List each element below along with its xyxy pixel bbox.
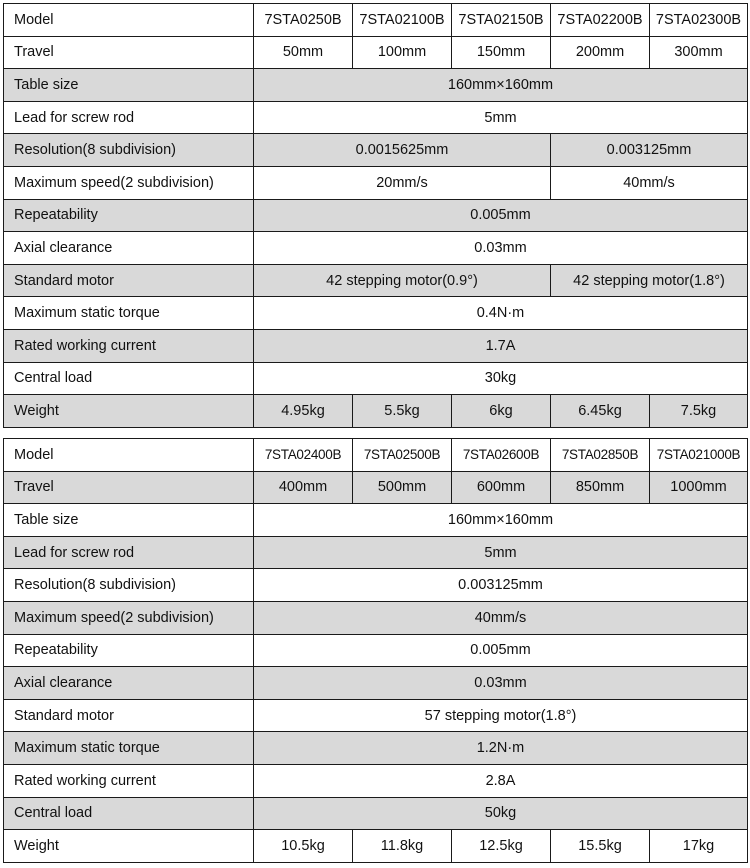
row-travel — [4, 471, 748, 504]
value-cell: 1000mm — [650, 471, 748, 504]
row-label: Lead for screw rod — [4, 536, 254, 569]
value-cell: 6.45kg — [551, 395, 650, 428]
model-cell: 7STA02400B — [254, 439, 353, 472]
value-cell: 42 stepping motor(1.8°) — [551, 264, 748, 297]
value-cell: 5mm — [254, 101, 748, 134]
value-cell: 40mm/s — [254, 601, 748, 634]
value-cell: 2.8A — [254, 764, 748, 797]
row-central-load — [4, 797, 748, 830]
value-cell: 42 stepping motor(0.9°) — [254, 264, 551, 297]
row-resolution — [4, 569, 748, 602]
row-label: Table size — [4, 504, 254, 537]
value-cell: 0.005mm — [254, 634, 748, 667]
row-max-speed — [4, 166, 748, 199]
row-travel — [4, 36, 748, 69]
model-cell: 7STA021000B — [650, 439, 748, 472]
row-label: Maximum static torque — [4, 297, 254, 330]
value-cell: 0.03mm — [254, 667, 748, 700]
row-repeatability — [4, 199, 748, 232]
model-cell: 7STA02850B — [551, 439, 650, 472]
row-label: Maximum speed(2 subdivision) — [4, 166, 254, 199]
value-cell: 6kg — [452, 395, 551, 428]
value-cell: 7.5kg — [650, 395, 748, 428]
spec-table-1 — [3, 3, 748, 428]
model-cell: 7STA02500B — [353, 439, 452, 472]
row-lead — [4, 101, 748, 134]
row-static-torque — [4, 732, 748, 765]
row-label: Central load — [4, 362, 254, 395]
value-cell: 0.0015625mm — [254, 134, 551, 167]
value-cell: 50kg — [254, 797, 748, 830]
model-cell: 7STA02200B — [551, 4, 650, 37]
spec-table-2 — [3, 438, 748, 863]
value-cell: 0.4N·m — [254, 297, 748, 330]
row-table-size — [4, 69, 748, 102]
value-cell: 600mm — [452, 471, 551, 504]
row-axial-clearance — [4, 667, 748, 700]
value-cell: 11.8kg — [353, 830, 452, 863]
row-label: Axial clearance — [4, 232, 254, 265]
row-label: Standard motor — [4, 699, 254, 732]
row-label: Resolution(8 subdivision) — [4, 569, 254, 602]
model-cell: 7STA02100B — [353, 4, 452, 37]
value-cell: 160mm×160mm — [254, 504, 748, 537]
row-label: Table size — [4, 69, 254, 102]
row-label: Travel — [4, 36, 254, 69]
row-label: Repeatability — [4, 199, 254, 232]
value-cell: 160mm×160mm — [254, 69, 748, 102]
value-cell: 17kg — [650, 830, 748, 863]
row-label: Lead for screw rod — [4, 101, 254, 134]
value-cell: 0.005mm — [254, 199, 748, 232]
row-label: Maximum speed(2 subdivision) — [4, 601, 254, 634]
row-label: Weight — [4, 830, 254, 863]
value-cell: 10.5kg — [254, 830, 353, 863]
value-cell: 150mm — [452, 36, 551, 69]
row-label: Model — [4, 439, 254, 472]
value-cell: 0.03mm — [254, 232, 748, 265]
value-cell: 0.003125mm — [254, 569, 748, 602]
model-cell: 7STA02300B — [650, 4, 748, 37]
row-label: Central load — [4, 797, 254, 830]
model-cell: 7STA02600B — [452, 439, 551, 472]
row-rated-current — [4, 329, 748, 362]
value-cell: 5mm — [254, 536, 748, 569]
row-label: Standard motor — [4, 264, 254, 297]
row-standard-motor — [4, 699, 748, 732]
row-label: Model — [4, 4, 254, 37]
value-cell: 20mm/s — [254, 166, 551, 199]
value-cell: 40mm/s — [551, 166, 748, 199]
row-label: Weight — [4, 395, 254, 428]
row-lead — [4, 536, 748, 569]
value-cell: 1.7A — [254, 329, 748, 362]
row-label: Axial clearance — [4, 667, 254, 700]
row-standard-motor — [4, 264, 748, 297]
model-cell: 7STA02150B — [452, 4, 551, 37]
value-cell: 850mm — [551, 471, 650, 504]
row-axial-clearance — [4, 232, 748, 265]
row-max-speed — [4, 601, 748, 634]
value-cell: 4.95kg — [254, 395, 353, 428]
model-cell: 7STA0250B — [254, 4, 353, 37]
row-static-torque — [4, 297, 748, 330]
row-label: Rated working current — [4, 764, 254, 797]
value-cell: 400mm — [254, 471, 353, 504]
row-table-size — [4, 504, 748, 537]
value-cell: 0.003125mm — [551, 134, 748, 167]
row-label: Repeatability — [4, 634, 254, 667]
value-cell: 100mm — [353, 36, 452, 69]
row-central-load — [4, 362, 748, 395]
value-cell: 5.5kg — [353, 395, 452, 428]
value-cell: 300mm — [650, 36, 748, 69]
row-model — [4, 4, 748, 37]
row-weight — [4, 395, 748, 428]
value-cell: 500mm — [353, 471, 452, 504]
value-cell: 30kg — [254, 362, 748, 395]
value-cell: 12.5kg — [452, 830, 551, 863]
row-label: Rated working current — [4, 329, 254, 362]
value-cell: 50mm — [254, 36, 353, 69]
row-rated-current — [4, 764, 748, 797]
row-repeatability — [4, 634, 748, 667]
row-label: Maximum static torque — [4, 732, 254, 765]
value-cell: 15.5kg — [551, 830, 650, 863]
row-weight — [4, 830, 748, 863]
row-resolution — [4, 134, 748, 167]
value-cell: 57 stepping motor(1.8°) — [254, 699, 748, 732]
row-label: Travel — [4, 471, 254, 504]
row-model — [4, 439, 748, 472]
value-cell: 200mm — [551, 36, 650, 69]
value-cell: 1.2N·m — [254, 732, 748, 765]
row-label: Resolution(8 subdivision) — [4, 134, 254, 167]
